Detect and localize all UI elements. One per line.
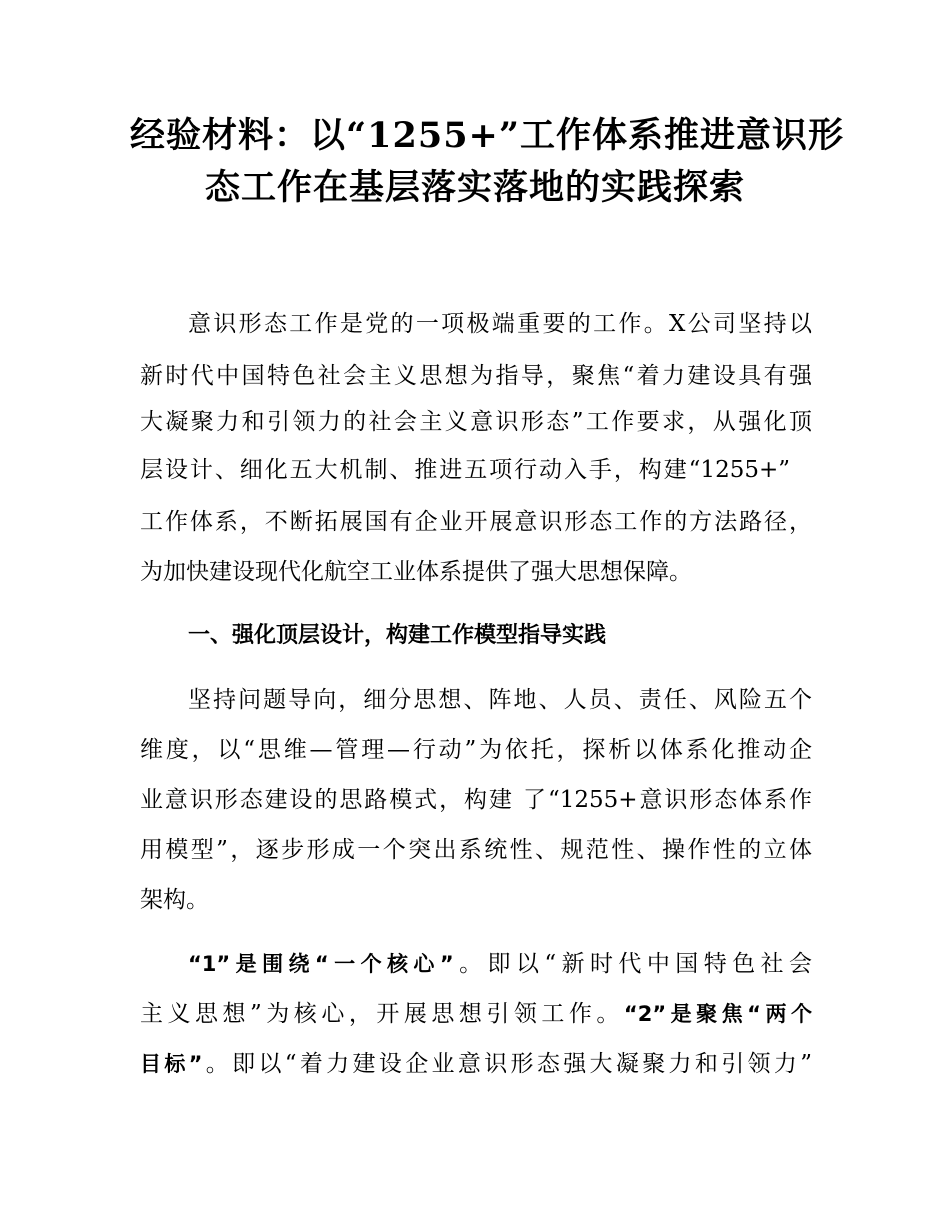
- paragraph-1-line-1: 意识形态工作是党的一项极端重要的工作。X公司坚持以: [188, 311, 812, 337]
- paragraph-3-text-1: 。即以“新时代中国特色社会: [453, 951, 812, 977]
- paragraph-3-line-1: [188, 938, 812, 990]
- title-line-1: 经验材料：以“1255+”工作体系推进意识形: [130, 115, 845, 156]
- paragraph-3-emphasis-2: “2”是聚焦“两个: [623, 1002, 812, 1026]
- paragraph-1-line-2: 新时代中国特色社会主义思想为指导，聚焦“着力建设具有强: [140, 363, 812, 389]
- paragraph-3-emphasis-3: 目标”: [140, 1052, 203, 1076]
- paragraph-2-line-5: 架构。: [140, 887, 209, 913]
- paragraph-3-text-2: 主义思想”为核心，开展思想引领工作。: [140, 1001, 624, 1027]
- paragraph-3-text-3: 。即以“着力建设企业意识形态强大凝聚力和引领力”: [202, 1051, 812, 1077]
- paragraph-1-line-4: 层设计、细化五大机制、推进五项行动入手，构建“1255+”: [140, 457, 790, 483]
- paragraph-3-line-2: [140, 988, 812, 1040]
- paragraph-3-line-3: [140, 1038, 812, 1090]
- paragraph-3-emphasis-1: “1”是围绕“一个核心”: [188, 952, 454, 976]
- document-title: [130, 110, 845, 214]
- paragraph-2-line-3: 业意识形态建设的思路模式，构建 了“1255+意识形态体系作: [140, 787, 812, 813]
- paragraph-1-line-5: 工作体系，不断拓展国有企业开展意识形态工作的方法路径，: [140, 509, 812, 535]
- paragraph-2-line-4: 用模型”，逐步形成一个突出系统性、规范性、操作性的立体: [140, 837, 812, 863]
- paragraph-1-line-6: 为加快建设现代化航空工业体系提供了强大思想保障。: [140, 559, 692, 585]
- title-line-2: 态工作在基层落实落地的实践探索: [204, 167, 745, 208]
- paragraph-1-line-3: 大凝聚力和引领力的社会主义意识形态”工作要求，从强化顶: [140, 409, 812, 435]
- paragraph-2-line-2: 维度，以“思维—管理—行动”为依托，探析以体系化推动企: [140, 737, 812, 763]
- section-heading-1: 一、强化顶层设计，构建工作模型指导实践: [188, 623, 607, 648]
- paragraph-2-line-1: 坚持问题导向，细分思想、阵地、人员、责任、风险五个: [188, 687, 812, 713]
